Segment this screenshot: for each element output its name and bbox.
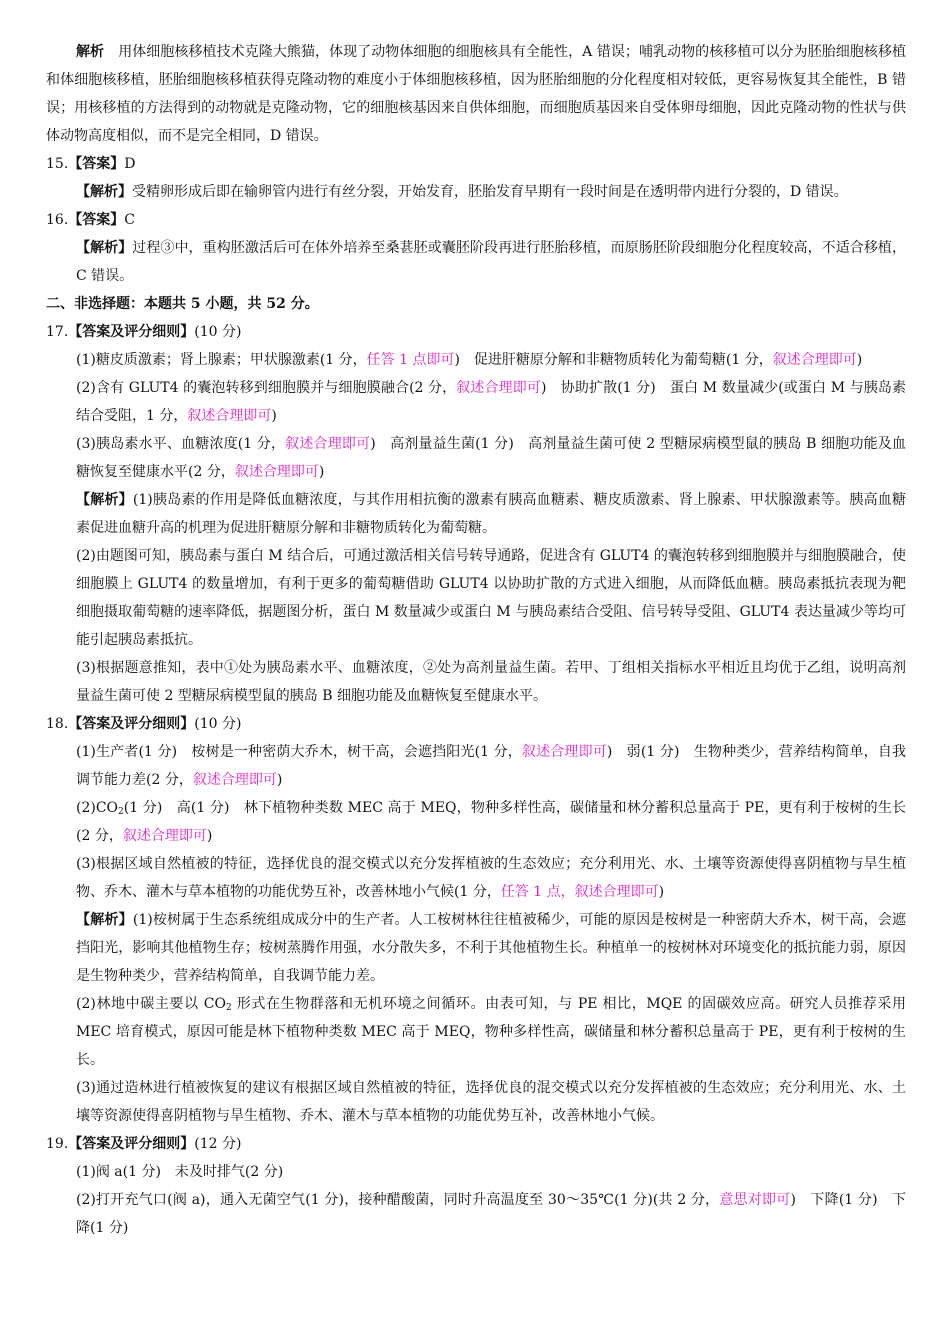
scoring-note: 叙述合理即可 bbox=[234, 464, 319, 480]
answer-text: (1)生产者(1 分) 桉树是一种密荫大乔木，树干高，会遮挡阳光(1 分， bbox=[76, 744, 522, 760]
answer-text: (1 分) 高(1 分) 林下植物种类数 MEC 高于 MEQ，物种多样性高，碳储量和林分蓄积总量高于 PE，更有利于桉树的生长(2 分， bbox=[76, 800, 906, 844]
answer-text: ) bbox=[318, 464, 325, 480]
answer-text: (2)CO bbox=[76, 800, 119, 816]
score: (10 分) bbox=[194, 716, 242, 732]
scoring-note: 叙述合理即可 bbox=[122, 828, 207, 844]
analysis-text: (2)林地中碳主要以 CO bbox=[76, 996, 226, 1012]
answer-text: (2)打开充气口(阀 a)，通入无菌空气(1 分)，接种醋酸菌，同时升高温度至 30～35℃(1 分)(共 2 分， bbox=[76, 1192, 720, 1208]
q14-analysis bbox=[46, 38, 906, 150]
scoring-note: 叙述合理即可 bbox=[192, 772, 277, 788]
analysis-text: 过程③中，重构胚激活后可在体外培养至桑葚胚或囊胚阶段再进行胚胎移植，而原肠胚阶段细胞分化程度较高，不适合移植，C 错误。 bbox=[76, 240, 907, 284]
answer-text: ) bbox=[276, 772, 283, 788]
scoring-label: 【答案及评分细则】 bbox=[68, 716, 195, 732]
answer-page bbox=[46, 38, 906, 1242]
q17-header bbox=[46, 318, 906, 346]
q15-analysis bbox=[46, 178, 906, 206]
score: (12 分) bbox=[194, 1136, 242, 1152]
q18-analysis-3: (3)通过造林进行植被恢复的建议有根据区域自然植被的特征，选择优良的混交模式以充分发挥植被的生态效应；充分利用光、水、土壤等资源使得喜阴植物与旱生植物、乔木、灌木与草本植物的功能优势互补，改善林地小气候。 bbox=[76, 1080, 906, 1124]
answer-label: 【答案】 bbox=[68, 156, 125, 172]
q17-analysis-2: (2)由题图可知，胰岛素与蛋白 M 结合后，可通过激活相关信号转导通路，促进含有 GLUT4 的囊泡转移到细胞膜并与细胞膜融合，使细胞膜上 GLUT4 的数量增加，有利于更多的葡萄糖借助 GLUT4 以协助扩散的方式进入细胞，从而降低血糖。胰岛素抵抗表现为靶细胞摄取葡萄糖的速率降低，据题图分析，蛋白 M 数量减少或蛋白 M 与胰岛素结合受阻、信号转导受阻、GLUT4 表达量减少等均可能引起胰岛素抵抗。 bbox=[76, 548, 906, 648]
answer-text: (3)胰岛素水平、血糖浓度(1 分， bbox=[76, 436, 286, 452]
answer-text: ) bbox=[206, 828, 213, 844]
q16-answer bbox=[46, 206, 906, 234]
score: (10 分) bbox=[194, 324, 242, 340]
scoring-label: 【答案及评分细则】 bbox=[68, 1136, 195, 1152]
answer-text: ) 弱(1 分) 生物种类少，营养结构简单，自我调节能力差(2 分， bbox=[76, 744, 907, 788]
q17-answer-2 bbox=[46, 374, 906, 430]
q17-analysis-3: (3)根据题意推知，表中①处为胰岛素水平、血糖浓度，②处为高剂量益生菌。若甲、丁组相关指标水平相近且均优于乙组，说明高剂量益生菌可使 2 型糖尿病模型鼠的胰岛 B 细胞功能及血糖恢复至健康水平。 bbox=[76, 660, 906, 704]
analysis-text: 形式在生物群落和无机环境之间循环。由表可知，与 PE 相比，MQE 的固碳效应高。研究人员推荐采用 MEC 培育模式，原因可能是林下植物种类数 MEC 高于 MEQ，物种多样性高，碳储量和林分蓄积总量高于 PE，更有利于桉树的生长。 bbox=[76, 996, 906, 1068]
q18-answer-1 bbox=[46, 738, 906, 794]
q15-answer bbox=[46, 150, 906, 178]
q16-analysis bbox=[46, 234, 906, 290]
answer-text: ) 高剂量益生菌(1 分) 高剂量益生菌可使 2 型糖尿病模型鼠的胰岛 B 细胞功能及血糖恢复至健康水平(2 分， bbox=[76, 436, 906, 480]
answer-value: C bbox=[124, 212, 135, 228]
question-number: 18. bbox=[46, 716, 69, 732]
answer-text: ) 协助扩散(1 分) 蛋白 M 数量减少(或蛋白 M 与胰岛素结合受阻，1 分， bbox=[76, 380, 907, 424]
analysis-label: 【解析】 bbox=[76, 912, 133, 928]
analysis-label: 【解析】 bbox=[76, 240, 133, 256]
scoring-note: 意思对即可 bbox=[719, 1192, 791, 1208]
answer-text: (1)糖皮质激素；肾上腺素；甲状腺激素(1 分， bbox=[76, 352, 367, 368]
question-number: 17. bbox=[46, 324, 69, 340]
answer-label: 【答案】 bbox=[68, 212, 125, 228]
q18-answer-3 bbox=[46, 850, 906, 906]
answer-text: ) bbox=[271, 408, 277, 424]
q17-answer-3 bbox=[46, 430, 906, 486]
q19-answer-2 bbox=[46, 1186, 906, 1242]
scoring-note: 任答 1 点即可 bbox=[366, 352, 455, 368]
scoring-label: 【答案及评分细则】 bbox=[68, 324, 195, 340]
answer-text: ) bbox=[856, 352, 863, 368]
question-number: 16. bbox=[46, 212, 69, 228]
analysis-text: (1)桉树属于生态系统组成成分中的生产者。人工桉树林往往植被稀少，可能的原因是桉树是一种密荫大乔木，树干高，会遮挡阳光，影响其他植物生存；桉树蒸腾作用强，水分散失多，不利于其他植物生长。种植单一的桉树林对环境变化的抵抗能力弱，原因是生物种类少，营养结构简单，自我调节能力差。 bbox=[76, 912, 907, 984]
q18-analysis-1 bbox=[46, 906, 906, 990]
scoring-note: 叙述合理即可 bbox=[521, 744, 607, 760]
scoring-note: 叙述合理即可 bbox=[187, 408, 272, 424]
subscript: 2 bbox=[225, 1003, 232, 1013]
scoring-note: 叙述合理即可 bbox=[772, 352, 857, 368]
scoring-note: 叙述合理即可 bbox=[285, 436, 371, 452]
answer-text: ) 促进肝糖原分解和非糖物质转化为葡萄糖(1 分， bbox=[454, 352, 773, 368]
answer-value: D bbox=[124, 156, 136, 172]
question-number: 19. bbox=[46, 1136, 69, 1152]
q19-header bbox=[46, 1130, 906, 1158]
q18-header bbox=[46, 710, 906, 738]
question-number: 15. bbox=[46, 156, 69, 172]
q19-answer-1: (1)阀 a(1 分) 未及时排气(2 分) bbox=[76, 1164, 284, 1180]
analysis-label: 【解析】 bbox=[76, 492, 133, 508]
scoring-note: 叙述合理即可 bbox=[456, 380, 542, 396]
analysis-label: 【解析】 bbox=[76, 184, 132, 200]
q18-analysis-2 bbox=[46, 990, 906, 1074]
q17-analysis-1 bbox=[46, 486, 906, 542]
q18-answer-2 bbox=[46, 794, 906, 850]
answer-text: (2)含有 GLUT4 的囊泡转移到细胞膜并与细胞膜融合(2 分， bbox=[76, 380, 457, 396]
scoring-note: 任答 1 点，叙述合理即可 bbox=[500, 884, 659, 900]
subscript: 2 bbox=[118, 807, 124, 817]
answer-text: (3)根据区域自然植被的特征，选择优良的混交模式以充分发挥植被的生态效应；充分利用光、水、土壤等资源使得喜阴植物与旱生植物、乔木、灌木与草本植物的功能优势互补，改善林地小气候(1 分， bbox=[76, 856, 906, 900]
analysis-text: (1)胰岛素的作用是降低血糖浓度，与其作用相抗衡的激素有胰高血糖素、糖皮质激素、肾上腺素、甲状腺激素等。胰高血糖素促进血糖升高的机理为促进肝糖原分解和非糖物质转化为葡萄糖。 bbox=[76, 492, 907, 536]
analysis-label: 解析 bbox=[76, 44, 105, 60]
section-heading: 二、非选择题：本题共 5 小题，共 52 分。 bbox=[46, 296, 319, 312]
q17-answer-1 bbox=[46, 346, 906, 374]
analysis-text: 用体细胞核移植技术克隆大熊猫，体现了动物体细胞的细胞核具有全能性，A 错误；哺乳动物的核移植可以分为胚胎细胞核移植和体细胞核移植，胚胎细胞核移植获得克隆动物的难度小于体细胞核移植，因为胚胎细胞的分化程度相对较低，更容易恢复其全能性，B 错误；用核移植的方法得到的动物就是克隆动物，它的细胞核基因来自供体细胞，而细胞质基因来自受体卵母细胞，因此克隆动物的性状与供体动物高度相似，而不是完全相同，D 错误。 bbox=[46, 44, 907, 144]
answer-text: ) 下降(1 分) 下降(1 分) bbox=[76, 1192, 906, 1236]
answer-text: ) bbox=[658, 884, 665, 900]
analysis-text: 受精卵形成后即在输卵管内进行有丝分裂，开始发育，胚胎发育早期有一段时间是在透明带内进行分裂的，D 错误。 bbox=[132, 184, 848, 200]
